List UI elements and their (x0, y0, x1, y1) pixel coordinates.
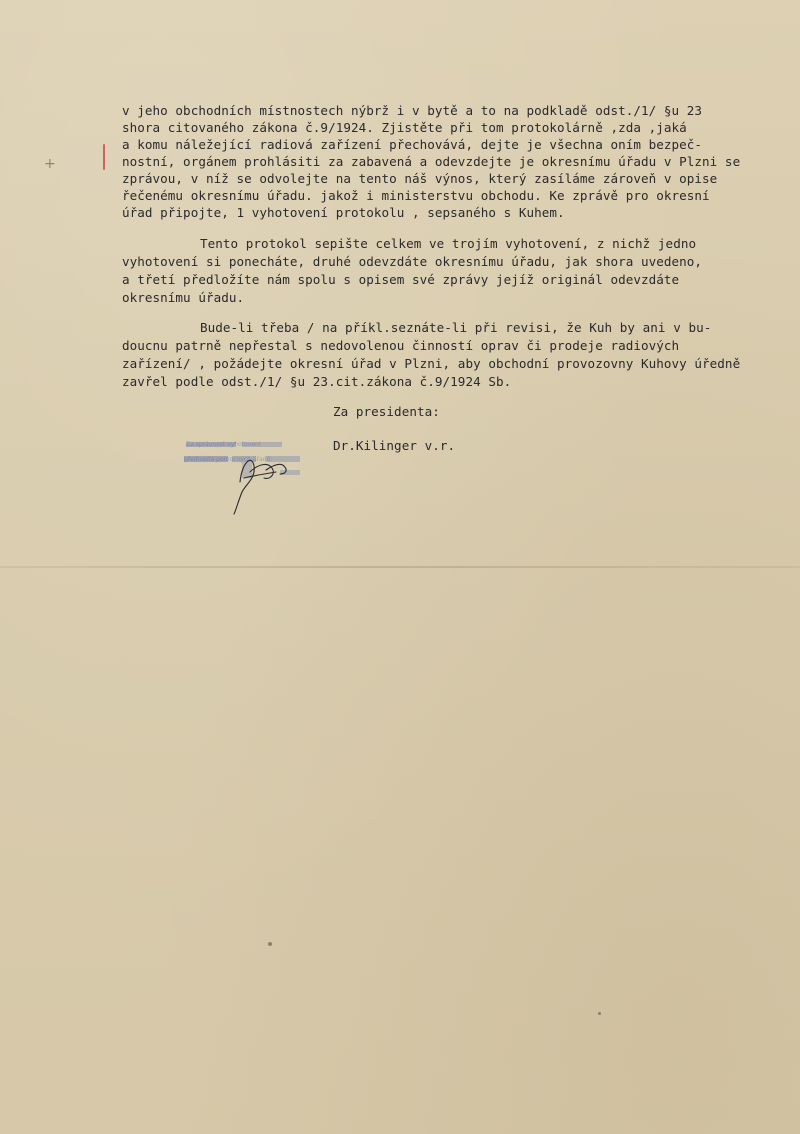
signatory-name: Dr.Kilinger v.r. (333, 438, 456, 453)
stamp-text-line-2: přednosta pomocných úřadů: (184, 456, 273, 463)
text-line: doucnu patrně nepřestal s nedovolenou činností oprav či prodeje radiových (122, 338, 680, 353)
paragraph-1 (122, 103, 762, 223)
closing-line: Za presidenta: (333, 404, 440, 419)
paper-speck (598, 1012, 601, 1015)
text-line: shora citovaného zákona č.9/1924. Zjistěte při tom protokolárně ,zda ,jaká (122, 120, 687, 135)
text-line: a komu náležející radiová zařízení přechovává, dejte je všechna oním bezpeč- (122, 137, 703, 152)
text-line: okresnímu úřadu. (122, 290, 245, 305)
paper-fold-line (0, 566, 800, 568)
paper-speck (268, 942, 272, 946)
text-line: Tento protokol sepište celkem ve trojím vyhotovení, z nichž jedno (200, 236, 697, 251)
text-line: řečenému okresnímu úřadu. jakož i ministerstvu obchodu. Ke zprávě pro okresní (122, 188, 710, 203)
text-line: zařízení/ , požádejte okresní úřad v Plzni, aby obchodní provozovny Kuhovy úředně (122, 356, 741, 371)
pencil-plus-mark: + (44, 156, 56, 172)
red-margin-mark (103, 144, 105, 170)
text-line: a třetí předložíte nám spolu s opisem své zprávy jejíž originál odevzdáte (122, 272, 680, 287)
stamp-text-line-1: Za správnost vyhotovení (186, 441, 261, 448)
text-line: úřad připojte, 1 vyhotovení protokolu , sepsaného s Kuhem. (122, 205, 565, 220)
text-line: nostní, orgánem prohlásiti za zabavená a odevzdejte je okresnímu úřadu v Plzni se (122, 154, 741, 169)
text-line: v jeho obchodních místnostech nýbrž i v bytě a to na podkladě odst./1/ §u 23 (122, 103, 703, 118)
paragraph-2 (122, 236, 762, 308)
text-line: Bude-li třeba / na příkl.seznáte-li při revisi, že Kuh by ani v bu- (200, 320, 712, 335)
text-line: zprávou, v níž se odvolejte na tento náš výnos, který zasíláme zároveň v opise (122, 171, 718, 186)
paragraph-3 (122, 320, 792, 392)
official-stamp (180, 432, 320, 522)
text-line: zavřel podle odst./1/ §u 23.cit.zákona č.9/1924 Sb. (122, 374, 512, 389)
handwritten-signature (234, 460, 286, 514)
text-line: vyhotovení si ponecháte, druhé odevzdáte okresnímu úřadu, jak shora uvedeno, (122, 254, 703, 269)
